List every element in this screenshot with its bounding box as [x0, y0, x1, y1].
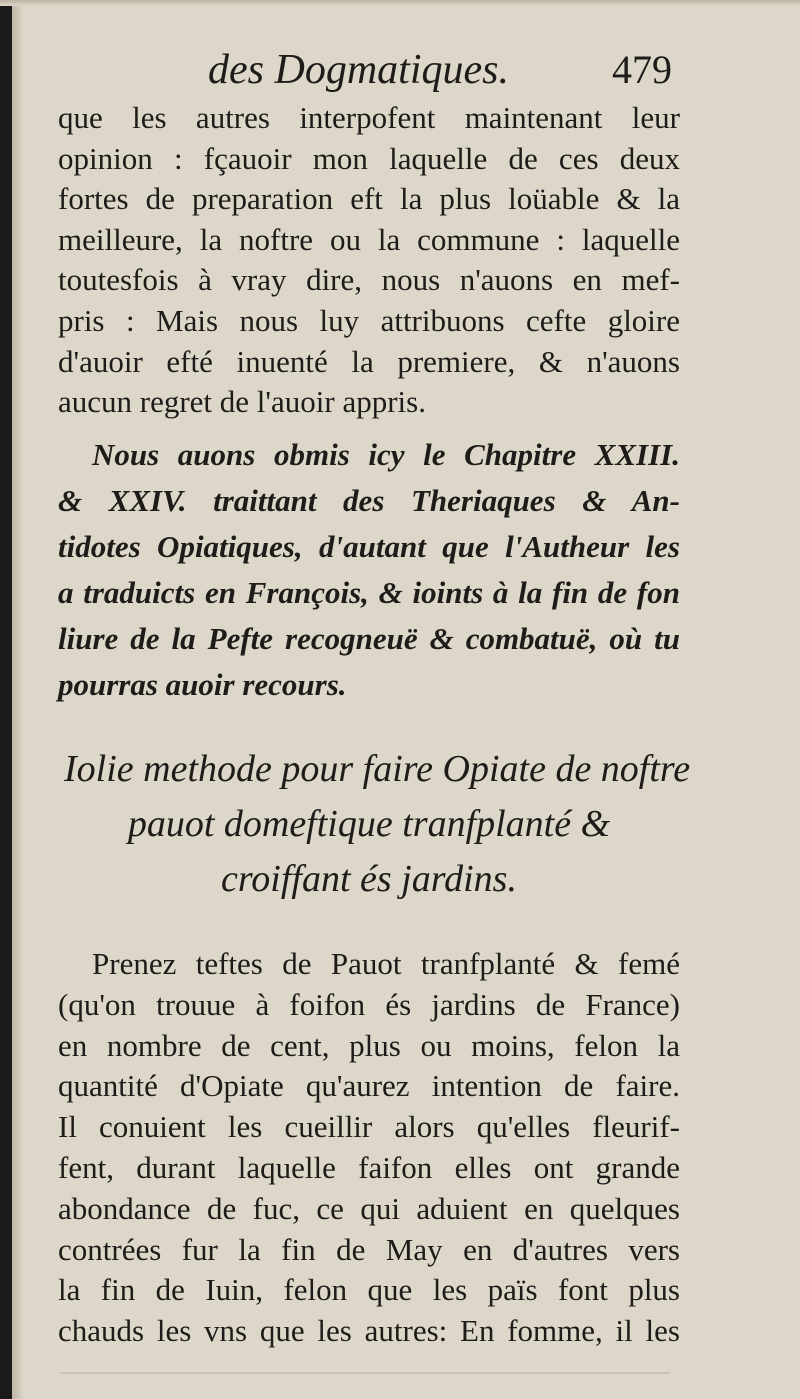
note-line: liure de la Pefte recogneuë & combatuë, où tu	[58, 621, 680, 656]
text-line: toutesfois à vray dire, nous n'auons en mef-	[58, 262, 680, 298]
section-heading	[58, 742, 691, 907]
text-line: contrées fur la fin de May en d'autres vers	[58, 1231, 680, 1267]
text-line: (qu'on trouue à foifon és jardins de France)	[58, 986, 680, 1022]
page-gutter-shadow	[12, 0, 22, 1399]
text-line: en nombre de cent, plus ou moins, felon la	[58, 1027, 680, 1063]
page-header	[58, 42, 680, 98]
note-line: & XXIV. traittant des Theriaques & An-	[58, 483, 680, 518]
bleed-through-mark	[60, 1372, 670, 1374]
text-line: d'auoir efté inuenté la premiere, & n'auons	[58, 343, 680, 379]
editor-note	[58, 432, 680, 708]
running-head: des Dogmatiques.	[208, 47, 509, 93]
text-line: abondance de fuc, ce qui aduient en quelques	[58, 1190, 680, 1226]
text-line: fent, durant laquelle faifon elles ont grande	[58, 1149, 680, 1185]
text-line: quantité d'Opiate qu'aurez intention de faire.	[58, 1068, 680, 1104]
note-line: Nous auons obmis icy le Chapitre XXIII.	[92, 437, 680, 472]
text-line: pris : Mais nous luy attribuons cefte gloire	[58, 302, 680, 338]
text-line: chauds les vns que les autres: En fomme, il les	[58, 1313, 680, 1349]
text-line: la fin de Iuin, felon que les païs font plus	[58, 1272, 680, 1308]
text-line: fortes de preparation eft la plus loüable & la	[58, 181, 680, 217]
text-line: aucun regret de l'auoir appris.	[58, 384, 426, 420]
note-line: pourras auoir recours.	[58, 667, 347, 702]
note-line: tidotes Opiatiques, d'autant que l'Autheur les	[58, 529, 680, 564]
note-line: a traduicts en François, & ioints à la fin de fon	[58, 575, 680, 610]
heading-line: Iolie methode pour faire Opiate de noftre	[64, 748, 691, 790]
heading-line: croiffant és jardins.	[221, 858, 517, 900]
paragraph-2	[58, 944, 680, 1352]
text-line: Il conuient les cueillir alors qu'elles fleurif-	[58, 1109, 680, 1145]
page-top-edge	[0, 0, 800, 6]
page-number: 479	[612, 47, 672, 92]
heading-line: pauot domeftique tranfplanté &	[127, 803, 611, 845]
text-line: Prenez teftes de Pauot tranfplanté & femé	[92, 946, 680, 981]
paragraph-1	[58, 98, 680, 423]
text-line: que les autres interpofent maintenant leur	[58, 100, 680, 135]
scan-border	[0, 0, 12, 1399]
text-line: opinion : fçauoir mon laquelle de ces deux	[58, 140, 680, 176]
text-line: meilleure, la noftre ou la commune : laquelle	[58, 221, 680, 257]
